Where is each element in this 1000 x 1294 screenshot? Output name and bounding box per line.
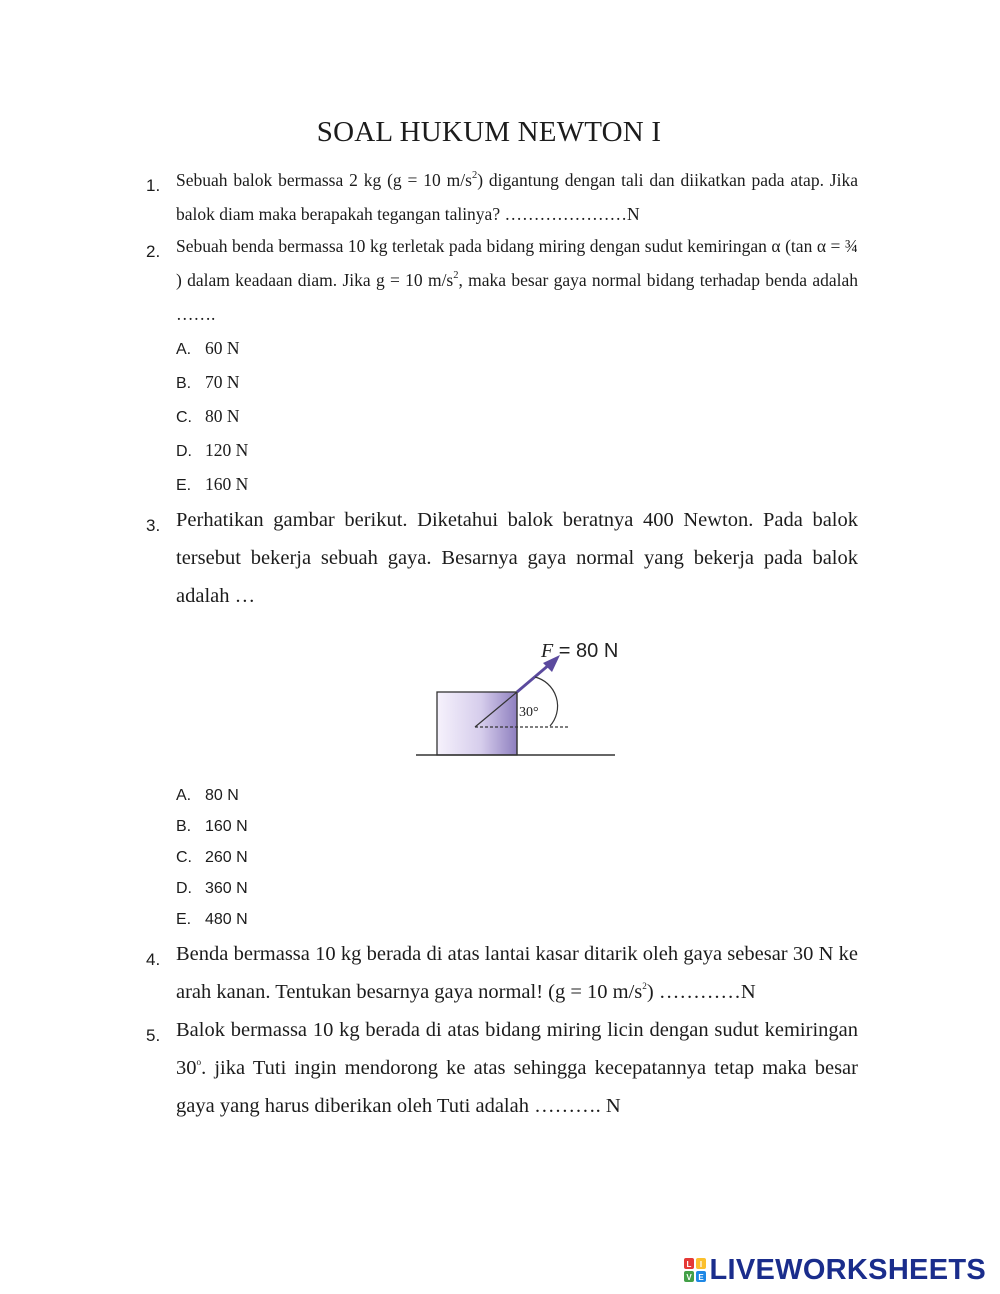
question-number: 5. bbox=[146, 1026, 161, 1045]
option-e[interactable]: E. 160 N bbox=[176, 474, 249, 494]
question-text: Balok bermassa 10 kg berada di atas bidang miring licin dengan sudut kemiringan 30$^o$. jika Tuti ingin mendorong ke atas sehingga kecepatannya tetap maka besar gaya yang harus diberikan oleh Tuti adalah ………. N bbox=[176, 1019, 858, 1117]
question-number: 4. bbox=[146, 950, 161, 969]
option-a[interactable]: A. 80 N bbox=[176, 787, 239, 804]
question-5 bbox=[146, 1011, 858, 1125]
force-label: F = 80 N bbox=[541, 640, 619, 662]
svg-text:E: E bbox=[697, 1273, 704, 1282]
question-number: 3. bbox=[146, 516, 161, 535]
question-2 bbox=[146, 229, 858, 331]
logo-text: LIVEWORKSHEETS bbox=[709, 1253, 986, 1286]
option-e[interactable]: E. 480 N bbox=[176, 911, 248, 928]
angle-label: 30° bbox=[519, 705, 539, 720]
page-title: SOAL HUKUM NEWTON I bbox=[316, 116, 662, 148]
option-b[interactable]: B. 70 N bbox=[176, 372, 240, 392]
force-arrow-shaft bbox=[517, 664, 550, 692]
question-text: Perhatikan gambar berikut. Diketahui balok beratnya 400 Newton. Pada balok tersebut bekerja sebuah gaya. Besarnya gaya normal yang bekerja pada balok adalah … bbox=[176, 509, 858, 607]
svg-text:V: V bbox=[685, 1273, 692, 1282]
option-c[interactable]: C. 80 N bbox=[176, 406, 240, 426]
option-d[interactable]: D. 120 N bbox=[176, 440, 249, 460]
question-2-options bbox=[176, 331, 248, 501]
question-text: Benda bermassa 10 kg berada di atas lantai kasar ditarik oleh gaya sebesar 30 N ke arah kanan. Tentukan besarnya gaya normal! (g = 10 $m/s^2$) …………N bbox=[176, 943, 858, 1003]
force-diagram bbox=[410, 630, 630, 765]
logo-icon bbox=[684, 1258, 706, 1282]
question-3-options bbox=[176, 780, 248, 935]
svg-text:I: I bbox=[699, 1260, 702, 1269]
option-a[interactable]: A. 60 N bbox=[176, 338, 240, 358]
question-text: Sebuah balok bermassa 2 kg (g = 10 $m/s^2$) digantung dengan tali dan diikatkan pada atap. Jika balok diam maka berapakah tegangan talinya? …………………N bbox=[176, 170, 858, 224]
liveworksheets-logo bbox=[684, 1254, 987, 1286]
question-text: Sebuah benda bermassa 10 kg terletak pada bidang miring dengan sudut kemiringan α (tan α = ¾ ) dalam keadaan diam. Jika g = 10 $m/s^2$, maka besar gaya normal bidang terhadap benda adalah ……. bbox=[176, 236, 858, 324]
option-b[interactable]: B. 160 N bbox=[176, 818, 248, 835]
svg-text:L: L bbox=[686, 1260, 691, 1269]
question-1 bbox=[146, 163, 858, 231]
question-4 bbox=[146, 935, 858, 1011]
question-3 bbox=[146, 501, 858, 615]
question-number: 1. bbox=[146, 176, 161, 195]
question-number: 2. bbox=[146, 242, 161, 261]
option-c[interactable]: C. 260 N bbox=[176, 849, 248, 866]
option-d[interactable]: D. 360 N bbox=[176, 880, 248, 897]
